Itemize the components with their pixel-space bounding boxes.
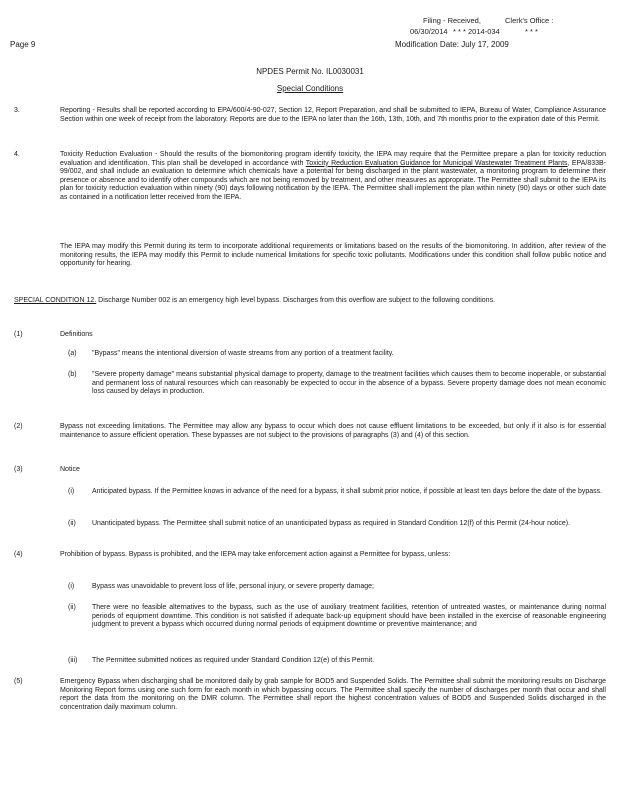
section-number: (5) <box>14 678 23 685</box>
section-number: (4) <box>14 551 23 558</box>
section-number: (3) <box>14 466 23 473</box>
no-feasible-alternatives: There were no feasible alternatives to the bypass, such as the use of auxiliary treatment facilities, retention of untreated wastes, or maintenance during normal periods of equipment downtime. This condition is not satisfied if adequate back-up equipment should have been installed in the exercise of reasonable engineering judgment to prevent a bypass which occurred during normal periods of equipment downtime or preventive maintenance; and <box>92 604 606 629</box>
definitions-title: Definitions <box>60 331 93 338</box>
stamp-filing: Filing - Received, <box>423 16 481 25</box>
prohibition-of-bypass: Prohibition of bypass. Bypass is prohibited, and the IEPA may take enforcement action against a Permittee for bypass, unless: <box>60 551 451 558</box>
modification-date: Modification Date: July 17, 2009 <box>395 40 509 49</box>
toxicity-text-b: , EPA/833B-99/002, and shall include an evaluation to determine which chemicals have a potential for being discharged in the plant wastewater, a monitoring program to determine their presence or absence and to identify other compounds which are not being removed by treatment, and other measures as appropriate. The Permittee shall submit to the IEPA its plan for toxicity reduction evaluation within ninety (90) days following notification by the IEPA. The Permittee shall implement the plan within ninety (90) days or other such date as contained in a notification letter received from the IEPA. <box>60 159 606 201</box>
notices-submitted: The Permittee submitted notices as required under Standard Condition 12(e) of this Permit. <box>92 657 375 664</box>
severe-property-damage-definition: "Severe property damage" means substantial physical damage to property, damage to the treatment facilities which causes them to become inoperable, or substantial and permanent loss of natural resources which can reasonably be expected to occur in the absence of a bypass. Severe property damage does not mean economic loss caused by delays in production. <box>92 371 606 396</box>
stamp-clerks-office: Clerk's Office : <box>505 16 554 25</box>
bypass-unavoidable: Bypass was unavoidable to prevent loss of life, personal injury, or severe property damage; <box>92 583 374 590</box>
modification-paragraph: The IEPA may modify this Permit during its term to incorporate additional requirements or limitations based on the results of the biomonitoring. In addition, after review of the monitoring results, the IEPA may modify this Permit to include numerical limitations for specific toxic pollutants. Modifications under this condition shall follow public notice and opportunity for hearing. <box>60 243 606 268</box>
item-number: 4. <box>14 151 20 158</box>
bypass-not-exceeding-limitations: Bypass not exceeding limitations. The Permittee may allow any bypass to occur which does not cause effluent limitations to be exceeded, but only if it also is for essential maintenance to assure efficient operation. These bypasses are not subject to the provisions of paragraphs (3) and (4) of this section. <box>60 423 606 439</box>
unanticipated-bypass: Unanticipated bypass. The Permittee shall submit notice of an unanticipated bypass as required in Standard Condition 12(f) of this Permit (24-hour notice). <box>92 520 571 527</box>
notice-title: Notice <box>60 466 80 473</box>
item-number: 3. <box>14 107 20 114</box>
reporting-paragraph: Reporting - Results shall be reported according to EPA/600/4-90-027, Section 12, Report Preparation, and shall be submitted to IEPA, Bureau of Water, Compliance Assurance Section within one week of receipt from the laboratory. Reports are due to the IEPA no later than the 16th, 13th, 10th, and 7th months prior to the expiration date of this Permit. <box>60 107 606 123</box>
special-condition-label: SPECIAL CONDITION 12. <box>14 297 97 304</box>
guidance-title: Toxicity Reduction Evaluation Guidance for Municipal Wastewater Treatment Plants <box>305 159 568 167</box>
special-condition-text: Discharge Number 002 is an emergency high level bypass. Discharges from this overflow are subject to the following conditions. <box>96 297 496 304</box>
toxicity-text-a: Toxicity Reduction Evaluation - Should the results of the biomonitoring program identify toxicity, the IEPA may require that the Permittee prepare a plan for toxicity reduction evaluation and identification. This plan shall be developed in accordance with <box>60 151 606 167</box>
stamp-docket: * * * 2014-034 <box>453 27 500 36</box>
bypass-definition: "Bypass" means the intentional diversion of waste streams from any portion of a treatment facility. <box>92 350 394 357</box>
section-number: (1) <box>14 331 23 338</box>
filing-stamp <box>405 16 585 38</box>
stamp-stars: * * * <box>525 27 538 36</box>
section-number: (2) <box>14 423 23 430</box>
sub-number: (b) <box>68 371 77 378</box>
sub-number: (i) <box>68 583 75 590</box>
anticipated-bypass: Anticipated bypass. If the Permittee knows in advance of the need for a bypass, it shall submit prior notice, if possible at least ten days before the date of the bypass. <box>92 488 603 495</box>
sub-number: (a) <box>68 350 77 357</box>
page-number: Page 9 <box>10 40 36 49</box>
section-title: Special Conditions <box>276 84 344 93</box>
special-condition-12 <box>14 297 606 306</box>
sub-number: (iii) <box>68 657 78 664</box>
emergency-bypass-monitoring: Emergency Bypass when discharging shall be monitored daily by grab sample for BOD5 and Suspended Solids. The Permittee shall submit the monitoring results on Discharge Monitoring Report forms using one such form for each month in which bypassing occurs. The Permittee shall specify the number of discharges per month that occur and shall report the data from the monitoring on the DMR column. The Permittee shall report the highest concentration values of BOD5 and Suspended Solids discharged in the concentration daily maximum column. <box>60 678 606 711</box>
sub-number: (ii) <box>68 520 76 527</box>
sub-number: (i) <box>68 488 75 495</box>
toxicity-reduction-paragraph <box>60 151 606 203</box>
stamp-date: 06/30/2014 <box>410 27 448 36</box>
sub-number: (ii) <box>68 604 76 611</box>
permit-number: NPDES Permit No. IL0030031 <box>256 67 364 76</box>
